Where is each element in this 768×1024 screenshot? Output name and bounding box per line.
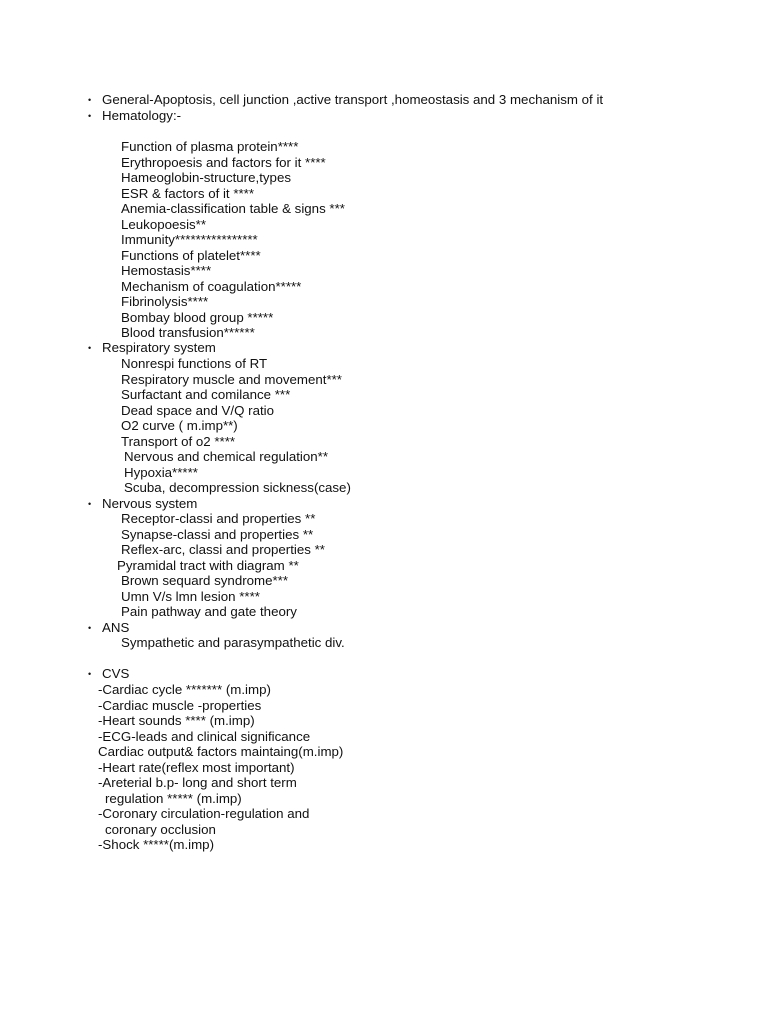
list-item: regulation ***** (m.imp)	[105, 790, 242, 806]
bullet-hematology: •	[88, 111, 92, 121]
list-item: -Heart sounds **** (m.imp)	[98, 713, 255, 728]
list-item: Brown sequard syndrome***	[121, 573, 289, 588]
general-topics: General-Apoptosis, cell junction ,active transport ,homeostasis and 3 mechanism of it	[102, 92, 604, 107]
list-item: -Cardiac muscle -properties	[98, 697, 262, 713]
list-item: Reflex-arc, classi and properties **	[121, 542, 325, 557]
list-item: Immunity****************	[121, 232, 258, 247]
list-item: Erythropoesis and factors for it ****	[121, 154, 326, 170]
hematology-heading: Hematology:-	[102, 108, 182, 123]
bullet-respiratory: •	[88, 343, 92, 353]
cvs-heading: CVS	[102, 666, 130, 681]
list-item: coronary occlusion	[105, 821, 216, 837]
list-item: Cardiac output& factors maintaing(m.imp)	[98, 744, 344, 759]
ans-heading: ANS	[102, 619, 130, 635]
list-item: -Shock *****(m.imp)	[98, 837, 215, 852]
list-item: Function of plasma protein****	[121, 139, 299, 154]
nervous-heading: Nervous system	[102, 495, 198, 511]
list-item: -Areterial b.p- long and short term	[98, 775, 297, 790]
list-item: -Cardiac cycle ******* (m.imp)	[98, 682, 271, 697]
list-item: Sympathetic and parasympathetic div.	[121, 635, 345, 650]
list-item: Nonrespi functions of RT	[121, 356, 268, 371]
list-item: Scuba, decompression sickness(case)	[124, 480, 351, 495]
list-item: Hemostasis****	[121, 263, 212, 278]
bullet-cvs: •	[88, 669, 92, 679]
list-item: -Coronary circulation-regulation and	[98, 806, 310, 821]
list-item: Nervous and chemical regulation**	[124, 449, 328, 464]
list-item: Umn V/s lmn lesion ****	[121, 588, 260, 604]
list-item: Leukopoesis**	[121, 216, 207, 232]
list-item: -ECG-leads and clinical significance	[98, 728, 311, 744]
list-item: Anemia-classification table & signs ***	[121, 201, 345, 216]
bullet-nervous: •	[88, 498, 92, 509]
list-item: Respiratory muscle and movement***	[121, 371, 342, 387]
bullet-general: •	[88, 95, 92, 105]
list-item: ESR & factors of it ****	[121, 185, 255, 201]
list-item: -Heart rate(reflex most important)	[98, 759, 295, 775]
list-item: Receptor-classi and properties **	[121, 511, 316, 526]
list-item: Transport of o2 ****	[121, 433, 236, 449]
list-item: Bombay blood group *****	[121, 309, 274, 325]
list-item: Synapse-classi and properties **	[121, 526, 314, 542]
list-item: Blood transfusion******	[121, 325, 255, 340]
list-item: Surfactant and comilance ***	[121, 387, 291, 402]
list-item: Fibrinolysis****	[121, 294, 209, 309]
list-item: O2 curve ( m.imp**)	[121, 418, 238, 433]
list-item: Pain pathway and gate theory	[121, 604, 297, 619]
list-item: Pyramidal tract with diagram **	[117, 557, 299, 573]
list-item: Dead space and V/Q ratio	[121, 402, 275, 418]
list-item: Functions of platelet****	[121, 247, 261, 263]
list-item: Hypoxia*****	[124, 464, 198, 480]
list-item: Mechanism of coagulation*****	[121, 278, 302, 294]
respiratory-heading: Respiratory system	[102, 340, 216, 355]
bullet-ans: •	[88, 622, 92, 633]
list-item: Hameoglobin-structure,types	[121, 170, 291, 185]
